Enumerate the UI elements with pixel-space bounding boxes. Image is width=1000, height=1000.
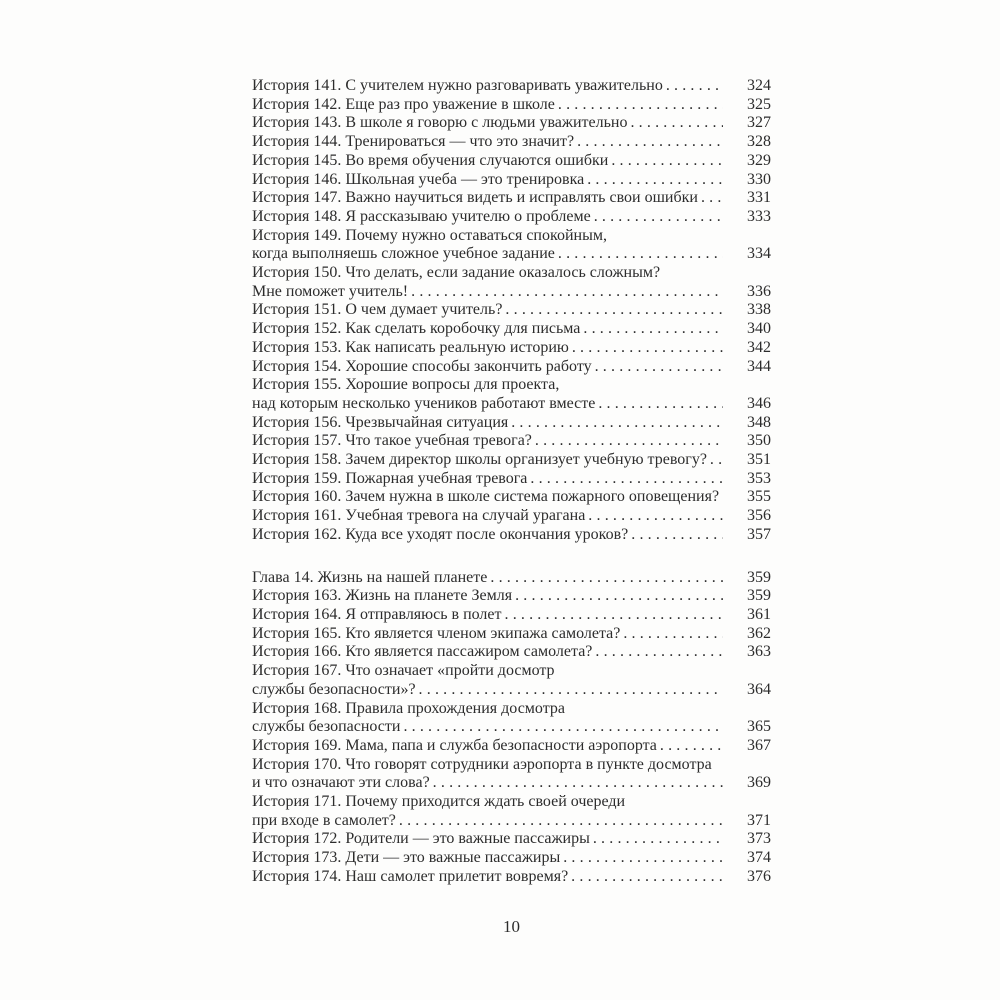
toc-page-number: 333: [747, 207, 771, 225]
toc-entry-line: [252, 376, 771, 395]
toc-entry-line: [252, 395, 771, 414]
footer-page-number: 10: [503, 917, 520, 936]
toc-page-number: 359: [747, 587, 771, 605]
toc-entry-line: [252, 737, 771, 756]
toc-list: [252, 77, 771, 887]
toc-entry-line: [252, 133, 771, 152]
dot-leader: [698, 189, 723, 208]
toc-entry-line: [252, 245, 771, 264]
toc-page-number: 356: [747, 507, 771, 525]
toc-entry-line: [252, 643, 771, 662]
toc-entry-title: История 146. Школьная учеба — это тренировка: [252, 170, 585, 188]
toc-page-number: 340: [747, 320, 771, 338]
toc-entry-title: История 147. Важно научиться видеть и исправлять свои ошибки: [252, 189, 698, 207]
toc-entry-title: История 172. Родители — это важные пассажиры: [252, 830, 590, 848]
toc-entry-line: [252, 451, 771, 470]
toc-page-number: 363: [747, 643, 771, 661]
toc-entry-line: [252, 189, 771, 208]
toc-page-number: 357: [747, 525, 771, 543]
toc-page-number: 361: [747, 605, 771, 623]
toc-entry-title: История 170. Что говорят сотрудники аэропорта в пункте досмотра: [252, 755, 712, 773]
toc-entry-line: [252, 849, 771, 868]
toc-page-number: 365: [747, 718, 771, 736]
toc-chapter-line: [252, 569, 771, 588]
toc-entry-line: [252, 414, 771, 433]
dot-leader: [663, 77, 723, 96]
toc-entry-title: История 156. Чрезвычайная ситуация: [252, 413, 509, 431]
dot-leader: [620, 625, 723, 644]
toc-page-number: 324: [747, 77, 771, 94]
dot-leader: [502, 606, 724, 625]
toc-entry-title: История 174. Наш самолет прилетит вовремя?: [252, 867, 569, 885]
toc-page-number: 362: [747, 624, 771, 642]
dot-leader: [569, 339, 723, 358]
toc-page-number: 359: [747, 568, 771, 586]
toc-entry-title: История 154. Хорошие способы закончить работу: [252, 357, 592, 375]
toc-entry-title: над которым несколько учеников работают вместе: [252, 394, 596, 412]
toc-entry-title: История 148. Я рассказываю учителю о проблеме: [252, 207, 591, 225]
toc-entry-line: [252, 470, 771, 489]
toc-entry-line: [252, 774, 771, 793]
dot-leader: [396, 812, 723, 831]
dot-leader: [487, 569, 723, 588]
toc-entry-line: [252, 301, 771, 320]
toc-page-number: 338: [747, 301, 771, 319]
toc-page-number: 336: [747, 282, 771, 300]
toc-page-number: 353: [747, 469, 771, 487]
toc-entry-title: История 159. Пожарная учебная тревога: [252, 469, 528, 487]
toc-page-number: 334: [747, 245, 771, 263]
toc-entry-line: [252, 587, 771, 606]
toc-entry-line: [252, 358, 771, 377]
toc-entry-title: История 169. Мама, папа и служба безопасности аэропорта: [252, 736, 657, 754]
toc-entry-line: [252, 227, 771, 246]
toc-entry-title: История 152. Как сделать коробочку для письма: [252, 320, 581, 338]
toc-entry-line: [252, 96, 771, 115]
toc-entry-line: [252, 756, 771, 775]
dot-leader: [580, 320, 723, 339]
toc-page-number: 351: [747, 451, 771, 469]
dot-leader: [608, 152, 723, 171]
toc-chapter-title: Глава 14. Жизнь на нашей планете: [252, 568, 488, 586]
toc-entry-title: История 150. Что делать, если задание оказалось сложным?: [252, 264, 661, 282]
toc-entry-line: [252, 868, 771, 887]
toc-entry-line: [252, 681, 771, 700]
toc-entry-title: История 164. Я отправляюсь в полет: [252, 605, 502, 623]
dot-leader: [508, 414, 723, 433]
dot-leader: [430, 774, 723, 793]
dot-leader: [657, 737, 723, 756]
toc-page-number: 344: [747, 357, 771, 375]
toc-entry-line: [252, 793, 771, 812]
toc-entry-title: и что означают эти слова?: [252, 774, 430, 792]
toc-page-number: 367: [747, 736, 771, 754]
dot-leader: [568, 868, 723, 887]
toc-page-number: 348: [747, 413, 771, 431]
toc-entry-line: [252, 700, 771, 719]
dot-leader: [707, 451, 723, 470]
toc-entry-title: История 155. Хорошие вопросы для проекта,: [252, 376, 560, 394]
toc-entry-title: История 151. О чем думает учитель?: [252, 301, 503, 319]
toc-page-number: 346: [747, 394, 771, 412]
toc-entry-title: История 166. Кто является пассажиром самолета?: [252, 643, 593, 661]
toc-entry-title: когда выполняешь сложное учебное задание: [252, 245, 555, 263]
dot-leader: [574, 133, 723, 152]
toc-page-number: 331: [747, 189, 771, 207]
dot-leader: [560, 849, 723, 868]
toc-entry-title: История 167. Что означает «пройти досмотр: [252, 662, 555, 680]
toc-entry-title: История 144. Тренироваться — что это значит?: [252, 133, 575, 151]
dot-leader: [555, 245, 723, 264]
toc-page-number: 328: [747, 133, 771, 151]
toc-entry-line: [252, 718, 771, 737]
toc-entry-line: [252, 77, 771, 96]
toc-entry-line: [252, 526, 771, 545]
dot-leader: [592, 643, 723, 662]
toc-page-number: 329: [747, 151, 771, 169]
toc-entry-title: История 143. В школе я говорю с людьми уважительно: [252, 114, 628, 132]
toc-entry-title: История 142. Еще раз про уважение в школе: [252, 95, 555, 113]
toc-entry-title: История 162. Куда все уходят после окончания уроков?: [252, 525, 629, 543]
toc-page-number: 325: [747, 95, 771, 113]
dot-leader: [532, 432, 723, 451]
dot-leader: [628, 526, 723, 545]
toc-entry-line: [252, 171, 771, 190]
toc-entry-title: при входе в самолет?: [252, 811, 396, 829]
toc-page-number: 355: [747, 488, 771, 506]
toc-entry-line: [252, 114, 771, 133]
dot-leader: [595, 395, 723, 414]
toc-entry-line: [252, 662, 771, 681]
dot-leader: [416, 681, 723, 700]
toc-entry-line: [252, 320, 771, 339]
toc-entry-line: [252, 432, 771, 451]
toc-page-number: 327: [747, 114, 771, 132]
toc-entry-title: История 163. Жизнь на планете Земля: [252, 587, 513, 605]
toc-entry-title: История 157. Что такое учебная тревога?: [252, 432, 532, 450]
dot-leader: [555, 96, 723, 115]
toc-entry-line: [252, 264, 771, 283]
dot-leader: [585, 507, 723, 526]
toc-entry-title: службы безопасности»?: [252, 680, 416, 698]
dot-leader: [502, 301, 723, 320]
toc-entry-line: [252, 606, 771, 625]
toc-entry-title: История 145. Во время обучения случаются ошибки: [252, 151, 609, 169]
dot-leader: [584, 171, 723, 190]
toc-entry-title: История 160. Зачем нужна в школе система пожарного оповещения?: [252, 488, 720, 506]
dot-leader: [592, 358, 723, 377]
toc-entry-title: История 153. Как написать реальную историю: [252, 338, 569, 356]
toc-page-number: 364: [747, 680, 771, 698]
dot-leader: [627, 114, 723, 133]
toc-entry-line: [252, 507, 771, 526]
toc-entry-title: История 141. С учителем нужно разговаривать уважительно: [252, 77, 663, 94]
toc-page-number: 374: [747, 849, 771, 867]
toc-entry-line: [252, 152, 771, 171]
toc-entry-line: [252, 488, 771, 507]
toc-page-number: 376: [747, 867, 771, 885]
toc-entry-title: История 161. Учебная тревога на случай урагана: [252, 507, 586, 525]
toc-entry-title: История 158. Зачем директор школы организует учебную тревогу?: [252, 451, 707, 469]
toc-entry-line: [252, 625, 771, 644]
toc-page-number: 369: [747, 774, 771, 792]
toc-entry-title: История 168. Правила прохождения досмотра: [252, 699, 565, 717]
dot-leader: [527, 470, 723, 489]
toc-entry-line: [252, 339, 771, 358]
dot-leader: [590, 830, 723, 849]
toc-entry-line: [252, 283, 771, 302]
dot-leader: [591, 208, 723, 227]
toc-entry-title: Мне поможет учитель!: [252, 282, 409, 300]
toc-page-number: 342: [747, 338, 771, 356]
toc-entry-line: [252, 208, 771, 227]
toc-entry-line: [252, 830, 771, 849]
toc-entry-line: [252, 812, 771, 831]
toc-entry-title: История 171. Почему приходится ждать своей очереди: [252, 793, 626, 811]
dot-leader: [512, 587, 723, 606]
toc-entry-title: История 149. Почему нужно оставаться спокойным,: [252, 226, 607, 244]
toc-entry-title: История 165. Кто является членом экипажа самолета?: [252, 624, 621, 642]
toc-page-number: 330: [747, 170, 771, 188]
dot-leader: [408, 283, 723, 302]
toc-page-number: 350: [747, 432, 771, 450]
toc-entry-title: службы безопасности: [252, 718, 401, 736]
toc-page-number: 373: [747, 830, 771, 848]
toc-entry-title: История 173. Дети — это важные пассажиры: [252, 849, 561, 867]
toc-page-number: 371: [747, 811, 771, 829]
dot-leader: [400, 718, 723, 737]
